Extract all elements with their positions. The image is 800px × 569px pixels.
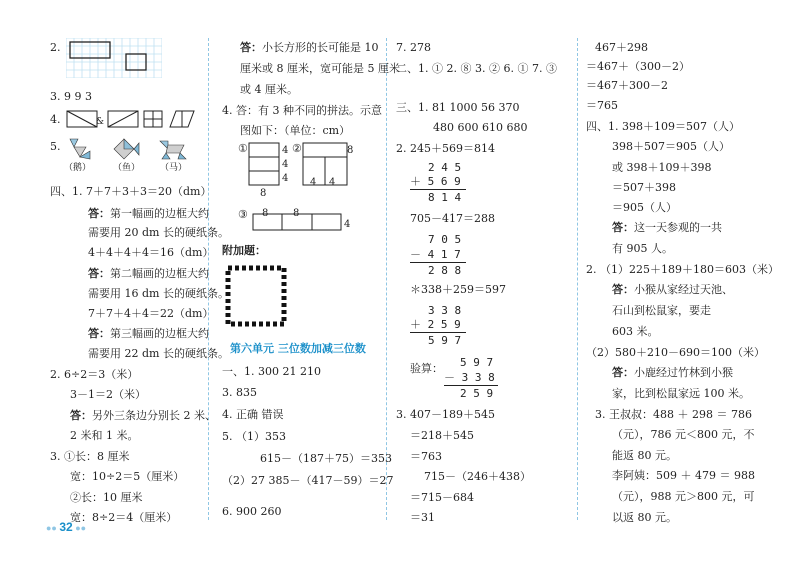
q2-line-b: （2）580＋210－690＝100（米）: [586, 346, 765, 359]
vertical-add-2: 5 9 7: [428, 334, 462, 347]
extra-question-title: 附加题：: [222, 244, 266, 257]
calc-line: ＝467＋300－2: [586, 79, 668, 92]
answer-3-cont: 需要用 22 dm 长的硬纸条。: [88, 347, 229, 360]
diff-line: [444, 385, 498, 386]
q4-line-cont: 图如下：（单位：cm）: [240, 124, 351, 137]
answer-rect-cont2: 或 4 厘米。: [240, 83, 298, 96]
fig1-label: ①: [238, 142, 248, 155]
item-3: 3. 9 9 3: [50, 90, 92, 103]
q4-line: 4. 答：有 3 种不同的拼法。示意: [222, 104, 382, 117]
answer-rect: 答：小长方形的长可能是 10: [240, 41, 379, 54]
caption-goose: （鹅）: [64, 163, 92, 173]
section-2: 二、1. ① 2. ⑧ 3. ② 6. ① 7. ③: [396, 62, 557, 75]
q3-line-d: 宽：8÷2＝4（厘米）: [70, 511, 178, 524]
answer-2: 答：第二幅画的边框大约: [88, 267, 209, 280]
q2b-answer-cont: 家，比到松鼠家远 100 米。: [612, 387, 750, 400]
addition-2: ＊338＋259＝597: [410, 283, 506, 296]
vertical-check: 2 5 9: [460, 387, 494, 400]
q3-step-4: ＝31: [410, 511, 435, 524]
section-4-a: 四、1. 398＋109＝507（人）: [586, 120, 740, 133]
q3-line-a: 3. ①长：8 厘米: [50, 450, 130, 463]
unit-title: 第六单元 三位数加减三位数: [230, 342, 366, 355]
q2b-answer: 答：小鹿经过竹林到小猴: [612, 366, 733, 379]
unit-q5c: （2）27 385－（417－59）＝27: [222, 474, 394, 487]
fig2-dim: 4: [310, 177, 317, 188]
cut-shapes-figure: [66, 109, 196, 129]
vertical-add-1: 2 4 5: [428, 161, 462, 174]
item-4: 4.: [50, 113, 61, 126]
answer-visitors-cont: 有 905 人。: [612, 242, 673, 255]
item-5: 5.: [50, 140, 61, 153]
q3-step-3: ＝715－684: [410, 491, 474, 504]
sum-line: [410, 189, 466, 190]
fig3-label: ③: [238, 208, 248, 221]
vertical-sub-1: － 4 1 7: [410, 248, 461, 261]
sum-line: [410, 332, 466, 333]
section-4-e: ＝905（人）: [612, 201, 677, 214]
fig2-label: ②: [292, 142, 302, 155]
and-mark: &: [96, 117, 105, 127]
addition-1: 2. 245＋569＝814: [396, 142, 495, 155]
answer-1: 答：第一幅画的边框大约: [88, 207, 209, 220]
fig1-dim: 8: [260, 188, 267, 199]
answer-visitors: 答：这一天参观的一共: [612, 221, 722, 234]
q3-line-c: 能返 80 元。: [612, 449, 677, 462]
q3-step-2: ＝763: [410, 450, 442, 463]
fig2-dim: 4: [329, 177, 336, 188]
caption-horse: （马）: [160, 163, 188, 173]
column-divider: [386, 38, 387, 520]
fish-tangram-icon: [112, 137, 140, 161]
q3-line-a: 3. 王叔叔：488 ＋ 298 ＝ 786: [595, 408, 752, 421]
column-divider: [577, 38, 578, 520]
horse-tangram-icon: [158, 137, 188, 161]
answer-3: 答：第三幅画的边框大约: [88, 327, 209, 340]
section-4-q1: 四、1. 7＋7＋3＋3＝20（dm）: [50, 185, 212, 198]
calc-line: ＝765: [586, 99, 618, 112]
q3-line-b: （元），786 元＜800 元，不: [612, 428, 755, 441]
unit-q1: 一、1. 300 21 210: [222, 365, 321, 378]
answer-1-cont: 需要用 20 dm 长的硬纸条。: [88, 226, 229, 239]
q3-line-d: 李阿姨：509 ＋ 479 ＝ 988: [612, 469, 755, 482]
arrangement-1-figure: [248, 142, 282, 188]
q3-line-b: 宽：10÷2＝5（厘米）: [70, 470, 185, 483]
dots-icon: ●●: [72, 523, 87, 533]
vertical-check: 5 9 7: [460, 356, 494, 369]
q2-line-a: 2. 6÷2＝3（米）: [50, 368, 139, 381]
answer-rect-cont: 厘米或 8 厘米，宽可能是 5 厘米: [240, 62, 400, 75]
q3-expr-2: 715－（246＋438）: [424, 470, 531, 483]
subtraction-1: 705－417＝288: [410, 212, 495, 225]
unit-q4: 4. 正确 错误: [222, 408, 284, 421]
calc-line: 467＋298: [595, 41, 648, 54]
equation-2: 4＋4＋4＋4＝16（dm）: [88, 246, 214, 259]
item-7: 7. 278: [396, 41, 431, 54]
q2-line-a: 2. （1）225＋189＋180＝603（米）: [586, 263, 779, 276]
dotted-square-figure: [224, 264, 288, 328]
fig1-dim: 4: [282, 145, 289, 156]
q2-answer: 答：小猴从家经过天池、: [612, 283, 733, 296]
section-4-b: 398＋507＝905（人）: [612, 140, 730, 153]
q2-answer-cont2: 603 米。: [612, 325, 659, 338]
page-number: ●● 32 ●●: [46, 520, 87, 534]
unit-q3: 3. 835: [222, 386, 257, 399]
vertical-add-1: ＋ 5 6 9: [410, 175, 461, 188]
section-4-d: ＝507＋398: [612, 181, 676, 194]
q3-line-c: ②长：10 厘米: [70, 491, 143, 504]
section-3-row2: 480 600 610 680: [433, 121, 528, 134]
q2-line-b: 3－1＝2（米）: [70, 388, 146, 401]
unit-q6: 6. 900 260: [222, 505, 282, 518]
section-3-row1: 三、1. 81 1000 56 370: [396, 101, 520, 114]
section-4-c: 或 398＋109＋398: [612, 161, 712, 174]
fig2-dim: 8: [347, 145, 354, 156]
dots-icon: ●●: [46, 523, 60, 533]
fig3-dim: 8: [262, 208, 269, 219]
caption-fish: （鱼）: [113, 163, 141, 173]
q3-expr-1: 3. 407－189＋545: [396, 408, 495, 421]
fig3-dim: 4: [344, 219, 351, 230]
vertical-add-2: 3 3 8: [428, 304, 462, 317]
diff-line: [410, 262, 466, 263]
q3-line-e: （元），988 元＞800 元，可: [612, 490, 755, 503]
vertical-sub-1: 2 8 8: [428, 264, 462, 277]
fig3-dim: 8: [293, 208, 300, 219]
vertical-sub-1: 7 0 5: [428, 233, 462, 246]
check-label: 验算：: [410, 362, 443, 375]
equation-3: 7＋7＋4＋4＝22（dm）: [88, 307, 214, 320]
q3-line-f: 以返 80 元。: [612, 511, 677, 524]
vertical-add-2: ＋ 2 5 9: [410, 318, 461, 331]
q2-answer: 答：另外三条边分别长 2 米、: [70, 409, 216, 422]
answer-2-cont: 需要用 16 dm 长的硬纸条。: [88, 287, 229, 300]
fig1-dim: 4: [282, 173, 289, 184]
q2-answer-cont: 2 米和 1 米。: [70, 429, 139, 442]
vertical-add-1: 8 1 4: [428, 191, 462, 204]
unit-q5a: 5. （1）353: [222, 430, 286, 443]
q3-step-1: ＝218＋545: [410, 429, 474, 442]
calc-line: ＝467＋（300－2）: [586, 60, 690, 73]
unit-q5b: 615－（187＋75）＝353: [260, 452, 392, 465]
fig1-dim: 4: [282, 159, 289, 170]
q2-answer-cont: 石山到松鼠家，要走: [612, 304, 711, 317]
goose-tangram-icon: [66, 137, 92, 161]
item-2: 2.: [50, 41, 61, 54]
vertical-check: － 3 3 8: [444, 371, 495, 384]
grid-figure: [66, 38, 162, 78]
